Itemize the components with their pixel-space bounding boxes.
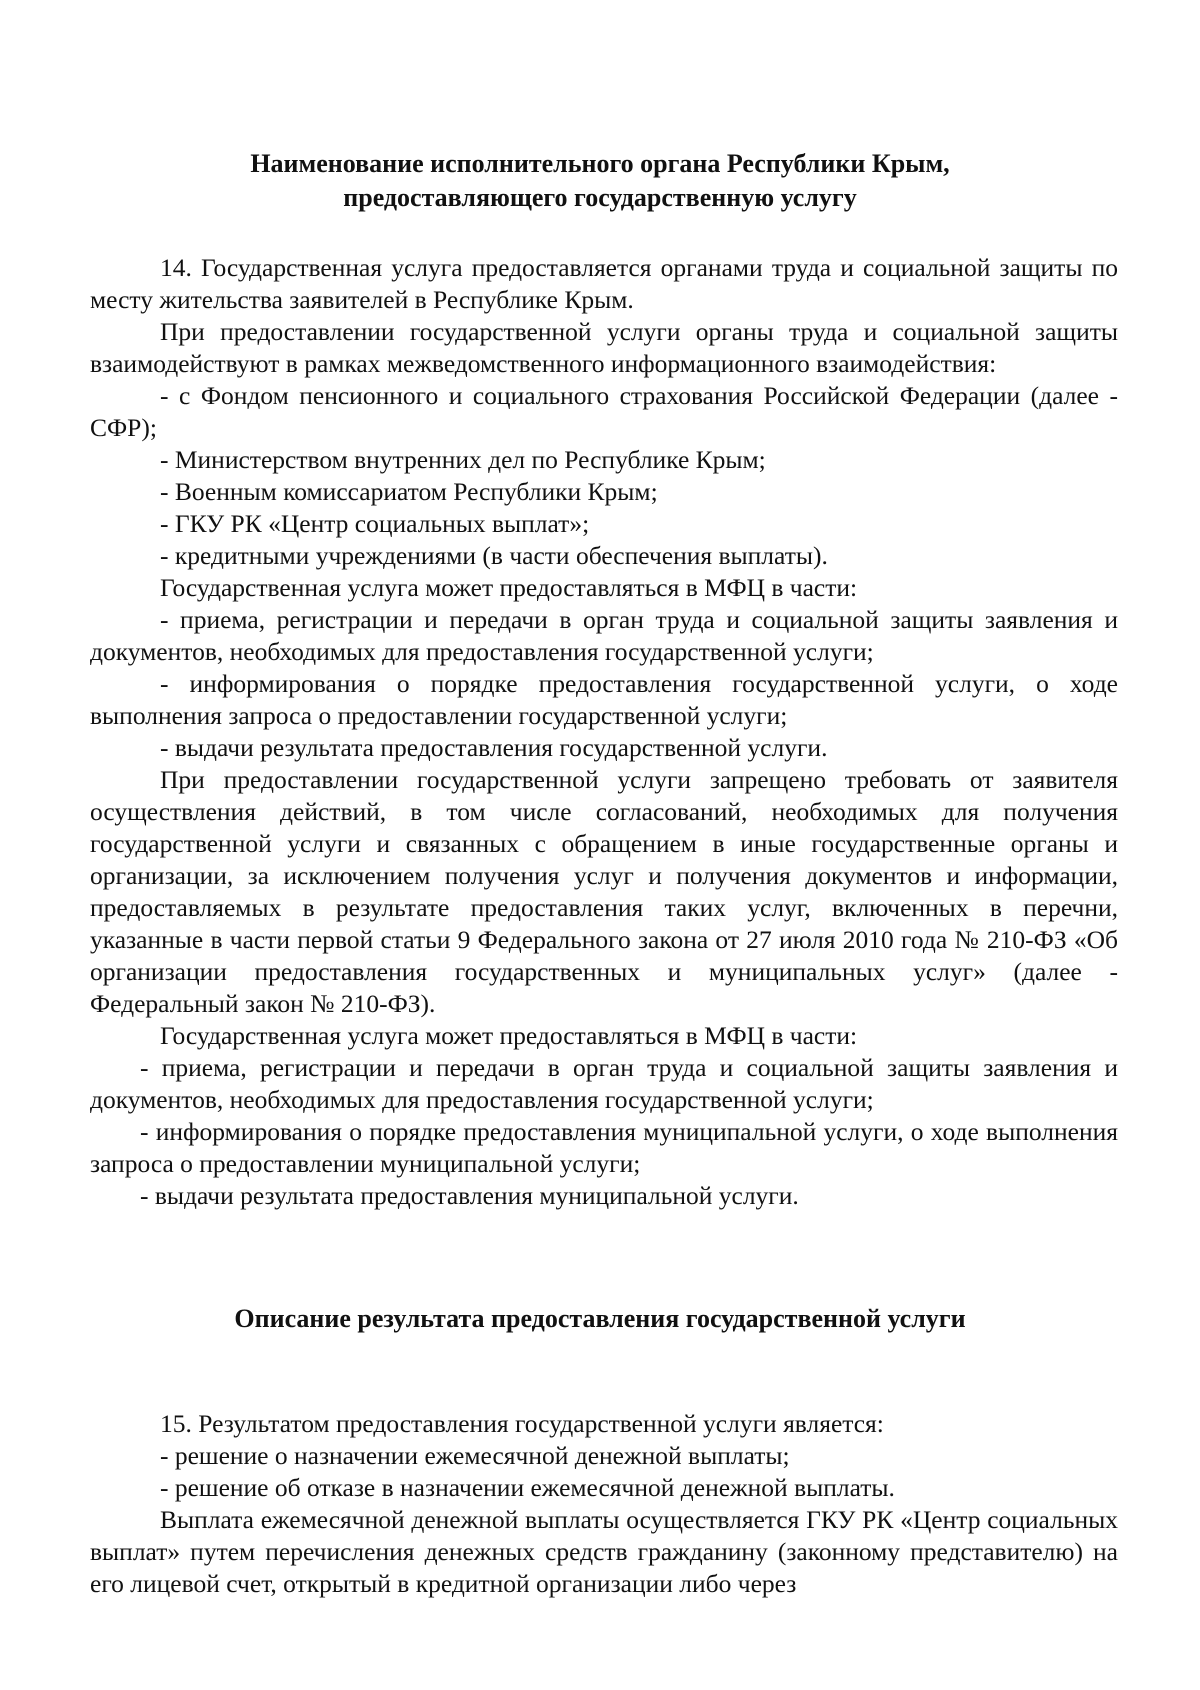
paragraph: Выплата ежемесячной денежной выплаты осуществляется ГКУ РК «Центр социальных выплат» путем перечисления денежных средств гражданину (законному представителю) на его лицевой счет, открытый в кредитной организации либо через bbox=[90, 1505, 1118, 1598]
paragraph: 14. Государственная услуга предоставляется органами труда и социальной защиты по месту жительства заявителей в Республике Крым. bbox=[90, 253, 1118, 314]
list-item: - Министерством внутренних дел по Республике Крым; bbox=[160, 445, 766, 474]
heading-line: Описание результата предоставления государственной услуги bbox=[234, 1304, 966, 1333]
paragraph: 15. Результатом предоставления государственной услуги является: bbox=[160, 1409, 884, 1438]
list-item: - приема, регистрации и передачи в орган труда и социальной защиты заявления и документов, необходимых для предоставления государственной услуги; bbox=[90, 1053, 1118, 1114]
section-heading-executive-body bbox=[0, 147, 1200, 215]
paragraph: При предоставлении государственной услуги запрещено требовать от заявителя осуществления действий, в том числе согласований, необходимых для получения государственной услуги и связанных с обращением в иные государственные органы и организации, за исключением получения услуг и получения документов и информации, предоставляемых в результате предоставления таких услуг, включенных в перечни, указанные в части первой статьи 9 Федерального закона от 27 июля 2010 года № 210-ФЗ «Об организации предоставления государственных и муниципальных услуг» (далее - Федеральный закон № 210-ФЗ). bbox=[90, 765, 1118, 1018]
heading-line: предоставляющего государственную услугу bbox=[343, 183, 857, 212]
paragraph: При предоставлении государственной услуги органы труда и социальной защиты взаимодействуют в рамках межведомственного информационного взаимодействия: bbox=[90, 317, 1118, 378]
section-body-result bbox=[90, 1408, 1118, 1600]
list-item: - Военным комиссариатом Республики Крым; bbox=[160, 477, 658, 506]
list-item: - выдачи результата предоставления государственной услуги. bbox=[160, 733, 828, 762]
section-body-executive-body bbox=[90, 252, 1118, 1212]
list-item: - информирования о порядке предоставления муниципальной услуги, о ходе выполнения запроса о предоставлении муниципальной услуги; bbox=[90, 1117, 1118, 1178]
heading-line: Наименование исполнительного органа Республики Крым, bbox=[250, 149, 950, 178]
paragraph: Государственная услуга может предоставляться в МФЦ в части: bbox=[160, 1021, 858, 1050]
list-item: - информирования о порядке предоставления государственной услуги, о ходе выполнения запроса о предоставлении государственной услуги; bbox=[90, 669, 1118, 730]
list-item: - выдачи результата предоставления муниципальной услуги. bbox=[140, 1181, 799, 1210]
list-item: - кредитными учреждениями (в части обеспечения выплаты). bbox=[160, 541, 828, 570]
paragraph: Государственная услуга может предоставляться в МФЦ в части: bbox=[160, 573, 858, 602]
list-item: - решение об отказе в назначении ежемесячной денежной выплаты. bbox=[160, 1473, 895, 1502]
list-item: - решение о назначении ежемесячной денежной выплаты; bbox=[160, 1441, 790, 1470]
list-item: - с Фондом пенсионного и социального страхования Российской Федерации (далее - СФР); bbox=[90, 381, 1118, 442]
section-heading-result bbox=[0, 1302, 1200, 1336]
list-item: - ГКУ РК «Центр социальных выплат»; bbox=[160, 509, 590, 538]
list-item: - приема, регистрации и передачи в орган труда и социальной защиты заявления и документов, необходимых для предоставления государственной услуги; bbox=[90, 605, 1118, 666]
